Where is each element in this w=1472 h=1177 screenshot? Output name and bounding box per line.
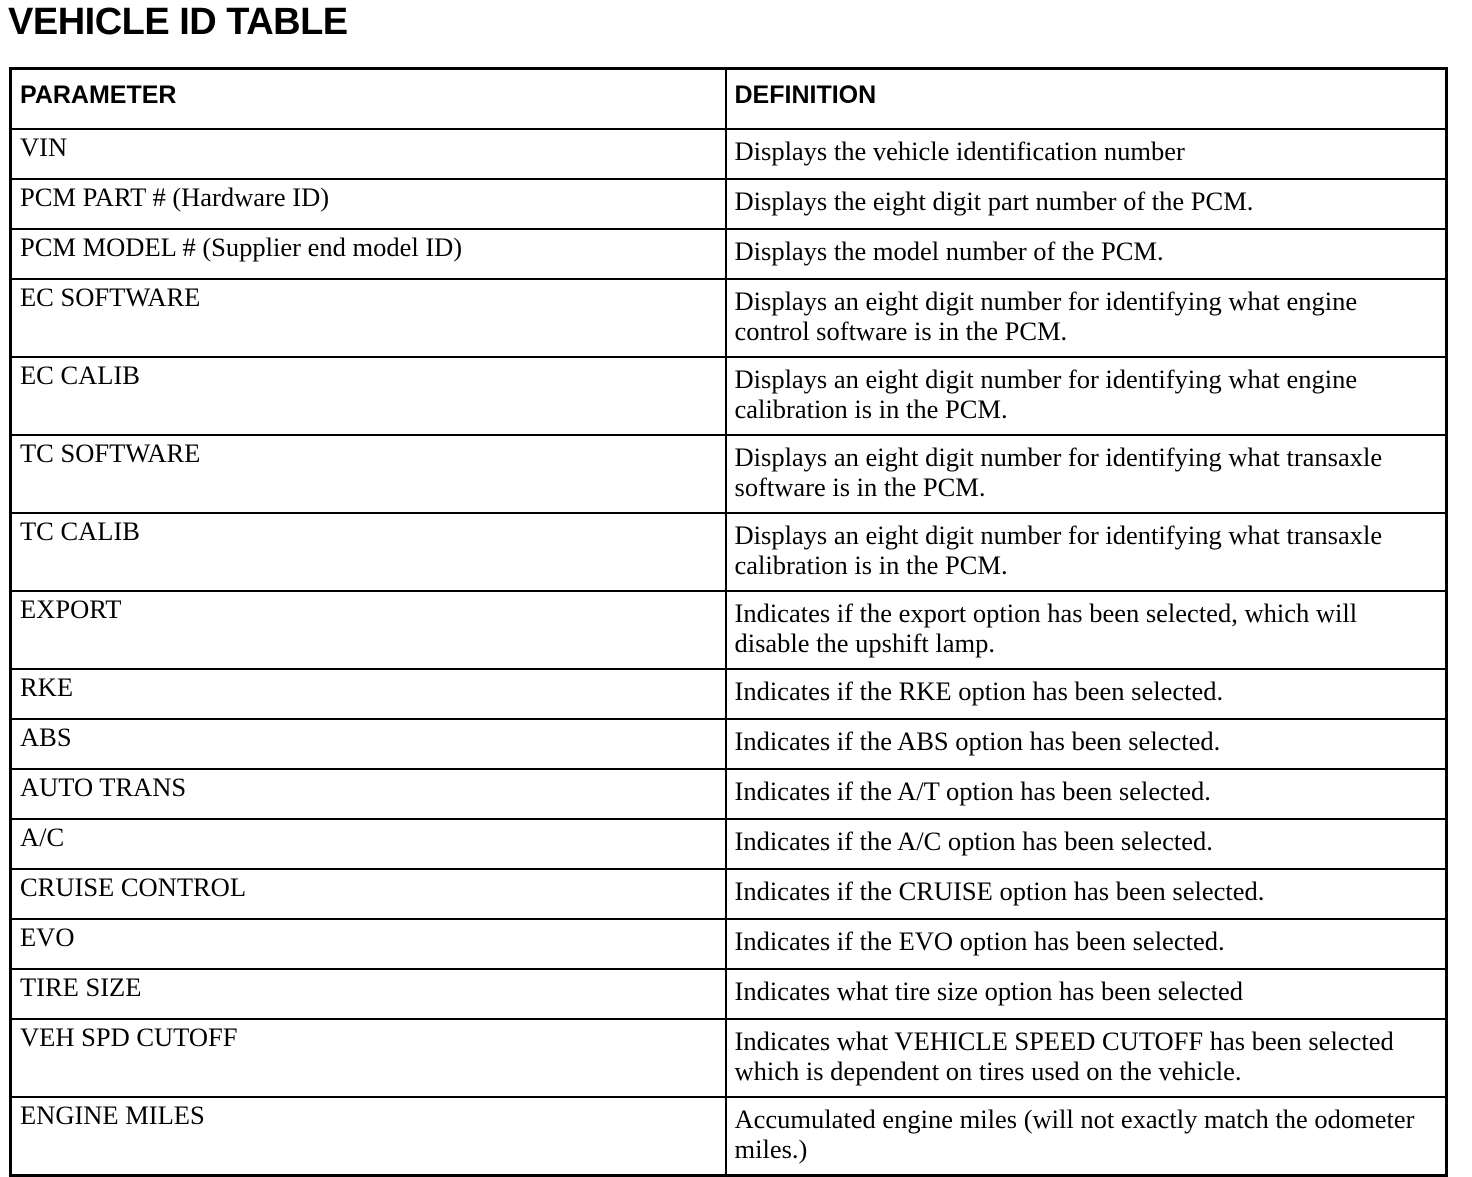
definition-cell: Displays the eight digit part number of the PCM.	[726, 179, 1447, 229]
table-row	[11, 435, 1447, 513]
table-header-row	[11, 69, 1447, 130]
definition-cell: Indicates what VEHICLE SPEED CUTOFF has been selected which is dependent on tires used on the vehicle.	[726, 1019, 1447, 1097]
definition-cell: Displays the vehicle identification number	[726, 129, 1447, 179]
parameter-cell: ENGINE MILES	[11, 1097, 726, 1176]
definition-cell: Displays an eight digit number for identifying what engine control software is in the PCM.	[726, 279, 1447, 357]
table-row	[11, 719, 1447, 769]
parameter-cell: EC CALIB	[11, 357, 726, 435]
parameter-cell: EVO	[11, 919, 726, 969]
definition-cell: Indicates if the RKE option has been selected.	[726, 669, 1447, 719]
table-row	[11, 669, 1447, 719]
parameter-cell: PCM PART # (Hardware ID)	[11, 179, 726, 229]
definition-cell: Indicates if the A/T option has been selected.	[726, 769, 1447, 819]
parameter-cell: CRUISE CONTROL	[11, 869, 726, 919]
definition-cell: Indicates if the A/C option has been selected.	[726, 819, 1447, 869]
table-row	[11, 1019, 1447, 1097]
table-row	[11, 129, 1447, 179]
table-row	[11, 869, 1447, 919]
definition-cell: Displays an eight digit number for identifying what transaxle calibration is in the PCM.	[726, 513, 1447, 591]
table-row	[11, 229, 1447, 279]
parameter-cell: TC SOFTWARE	[11, 435, 726, 513]
parameter-cell: A/C	[11, 819, 726, 869]
table-row	[11, 279, 1447, 357]
definition-cell: Accumulated engine miles (will not exactly match the odometer miles.)	[726, 1097, 1447, 1176]
table-row	[11, 969, 1447, 1019]
parameter-cell: AUTO TRANS	[11, 769, 726, 819]
parameter-cell: EXPORT	[11, 591, 726, 669]
definition-cell: Indicates if the export option has been selected, which will disable the upshift lamp.	[726, 591, 1447, 669]
definition-cell: Displays an eight digit number for identifying what engine calibration is in the PCM.	[726, 357, 1447, 435]
parameter-cell: RKE	[11, 669, 726, 719]
table-row	[11, 1097, 1447, 1176]
definition-cell: Displays the model number of the PCM.	[726, 229, 1447, 279]
table-row	[11, 819, 1447, 869]
parameter-cell: EC SOFTWARE	[11, 279, 726, 357]
parameter-cell: TC CALIB	[11, 513, 726, 591]
definition-cell: Displays an eight digit number for identifying what transaxle software is in the PCM.	[726, 435, 1447, 513]
parameter-cell: TIRE SIZE	[11, 969, 726, 1019]
parameter-cell: VEH SPD CUTOFF	[11, 1019, 726, 1097]
table-row	[11, 769, 1447, 819]
definition-cell: Indicates if the CRUISE option has been selected.	[726, 869, 1447, 919]
table-row	[11, 919, 1447, 969]
column-header-parameter: PARAMETER	[11, 69, 726, 130]
definition-cell: Indicates if the EVO option has been selected.	[726, 919, 1447, 969]
parameter-cell: ABS	[11, 719, 726, 769]
vehicle-id-table	[9, 67, 1448, 1177]
parameter-cell: PCM MODEL # (Supplier end model ID)	[11, 229, 726, 279]
column-header-definition: DEFINITION	[726, 69, 1447, 130]
page-title: VEHICLE ID TABLE	[8, 1, 348, 43]
table-row	[11, 513, 1447, 591]
table-row	[11, 591, 1447, 669]
parameter-cell: VIN	[11, 129, 726, 179]
definition-cell: Indicates what tire size option has been selected	[726, 969, 1447, 1019]
table-row	[11, 357, 1447, 435]
definition-cell: Indicates if the ABS option has been selected.	[726, 719, 1447, 769]
table-row	[11, 179, 1447, 229]
